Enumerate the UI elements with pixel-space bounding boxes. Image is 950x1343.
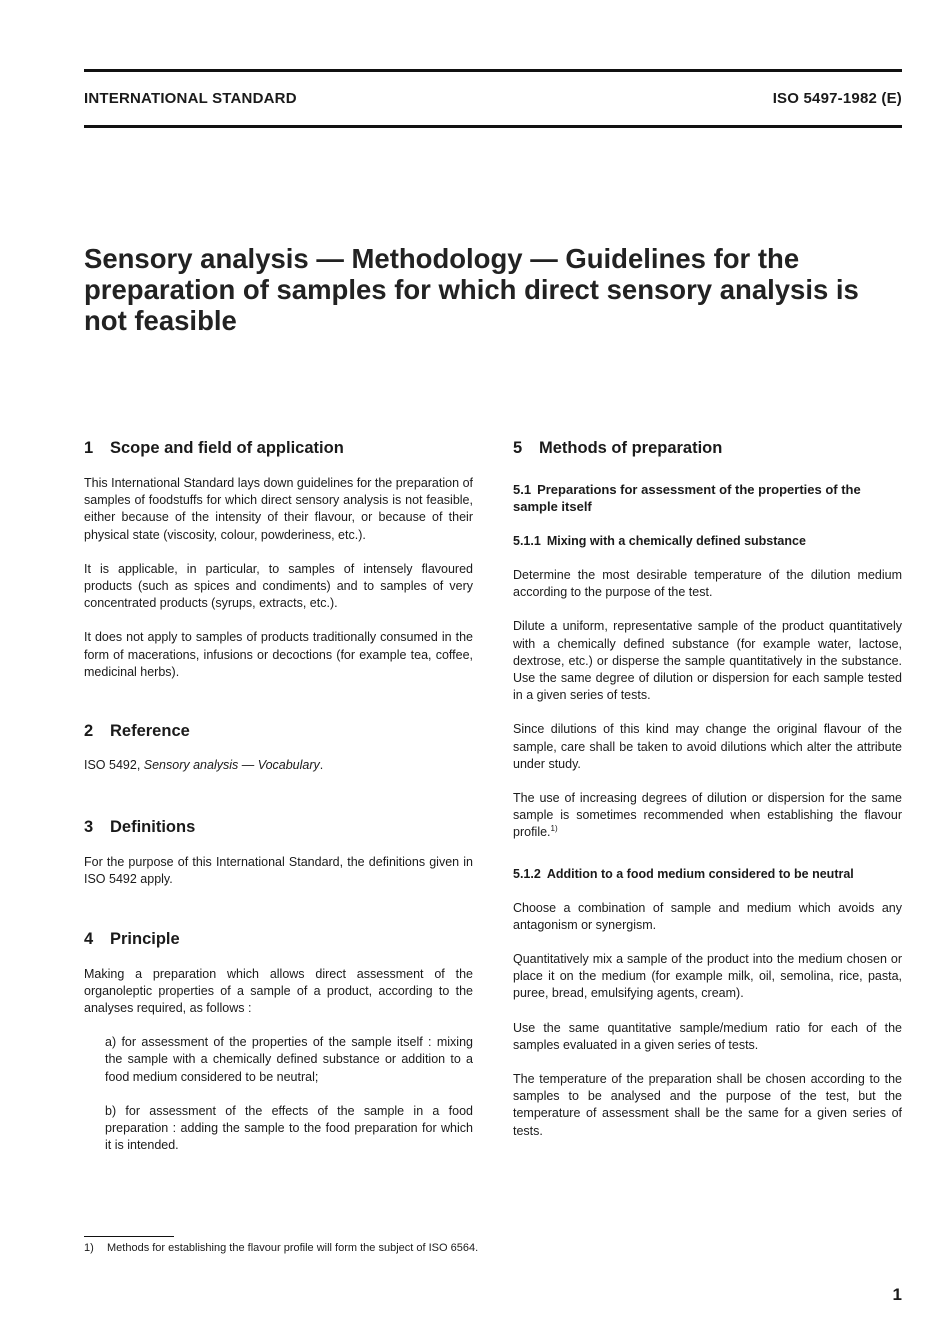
footnote-divider bbox=[84, 1236, 174, 1237]
section-5-1-2-heading: 5.1.2 Addition to a food medium considered to be neutral bbox=[513, 866, 854, 881]
document-title: Sensory analysis — Methodology — Guidelines for the preparation of samples for which direct sensory analysis is not feasible bbox=[84, 243, 859, 336]
section-5-1-1-paragraph-2: Dilute a uniform, representative sample of the product quantitatively with a chemically defined substance (for example water, lactose, dextrose, etc.) or disperse the sample quantitatively in the substance. Use the same degree of dilution or dispersion for each sample tested in a given series of tests. bbox=[513, 619, 902, 703]
page-number: 1 bbox=[892, 1285, 902, 1304]
section-3-paragraph: For the purpose of this International Standard, the definitions given in ISO 5492 apply. bbox=[84, 855, 473, 887]
section-1-heading: 1 Scope and field of application bbox=[84, 439, 344, 457]
section-4-heading: 4 Principle bbox=[84, 929, 180, 948]
section-5-1-1-paragraph-3: Since dilutions of this kind may change the original flavour of the sample, care shall be taken to avoid dilutions which alter the attribute under study. bbox=[513, 722, 902, 771]
left-column bbox=[84, 438, 473, 1154]
footnote-reference: 1) bbox=[550, 824, 558, 834]
section-5-1-1-paragraph-1: Determine the most desirable temperature of the dilution medium according to the purpose of the test. bbox=[513, 568, 902, 600]
section-5-heading: 5 Methods of preparation bbox=[513, 439, 723, 457]
section-1-paragraph-1: This International Standard lays down guidelines for the preparation of samples of foodstuffs for which direct sensory analysis is not feasible, either because of the intensity of their flavour, or because of their physical state (viscosity, colour, powderiness, etc.). bbox=[84, 476, 473, 542]
section-5-1-1-heading: 5.1.1 Mixing with a chemically defined substance bbox=[513, 534, 806, 548]
section-5-1-2-paragraph-4: The temperature of the preparation shall be chosen according to the samples to be analysed and the purpose of the test, but the temperature of assessment shall be the same for a given series of tests. bbox=[513, 1072, 902, 1138]
section-5-1-2-paragraph-1: Choose a combination of sample and medium which avoids any antagonism or synergism. bbox=[513, 900, 902, 932]
header-bottom-rule bbox=[84, 125, 902, 128]
section-1-paragraph-3: It does not apply to samples of products traditionally consumed in the form of macerations, infusions or decoctions (for example tea, coffee, medicinal herbs). bbox=[84, 630, 473, 679]
header-top-rule bbox=[84, 69, 902, 72]
section-2-heading: 2 Reference bbox=[84, 722, 190, 741]
section-4-paragraph: Making a preparation which allows direct assessment of the organoleptic properties of a sample of a product, according to the analyses required, as follows : bbox=[84, 966, 473, 1016]
standard-label: INTERNATIONAL STANDARD bbox=[84, 90, 297, 107]
section-1-paragraph-2: It is applicable, in particular, to samples of intensely flavoured products (such as spices and condiments) and to samples of very concentrated products (syrups, extracts, etc.). bbox=[84, 561, 473, 611]
section-4-item-b: b) for assessment of the effects of the sample in a food preparation : adding the sample to the food preparation for which it is intended. bbox=[105, 1103, 473, 1153]
section-5-1-2-paragraph-3: Use the same quantitative sample/medium ratio for each of the samples evaluated in a given series of tests. bbox=[513, 1020, 902, 1052]
section-2-reference: ISO 5492, Sensory analysis — Vocabulary. bbox=[84, 758, 324, 773]
standard-number: ISO 5497-1982 (E) bbox=[772, 90, 902, 107]
section-3-heading: 3 Definitions bbox=[84, 818, 196, 837]
section-5-1-heading: 5.1 Preparations for assessment of the properties of the sample itself bbox=[513, 482, 861, 514]
footnote: 1) Methods for establishing the flavour profile will form the subject of ISO 6564. bbox=[84, 1242, 479, 1254]
section-5-1-1-paragraph-4: The use of increasing degrees of dilution or dispersion for the same sample is sometimes recommended when establishing the flavour profile.$^{1)}$ bbox=[513, 791, 902, 840]
section-5-1-2-paragraph-2: Quantitatively mix a sample of the product into the medium chosen or place it on the medium (for example milk, oil, semolina, rice, pasta, puree, bread, emulsifying agents, cream). bbox=[513, 952, 902, 1001]
right-column bbox=[513, 438, 902, 1140]
section-4-item-a: a) for assessment of the properties of the sample itself : mixing the sample with a chemically defined substance or addition to a food medium considered to be neutral; bbox=[105, 1035, 473, 1084]
